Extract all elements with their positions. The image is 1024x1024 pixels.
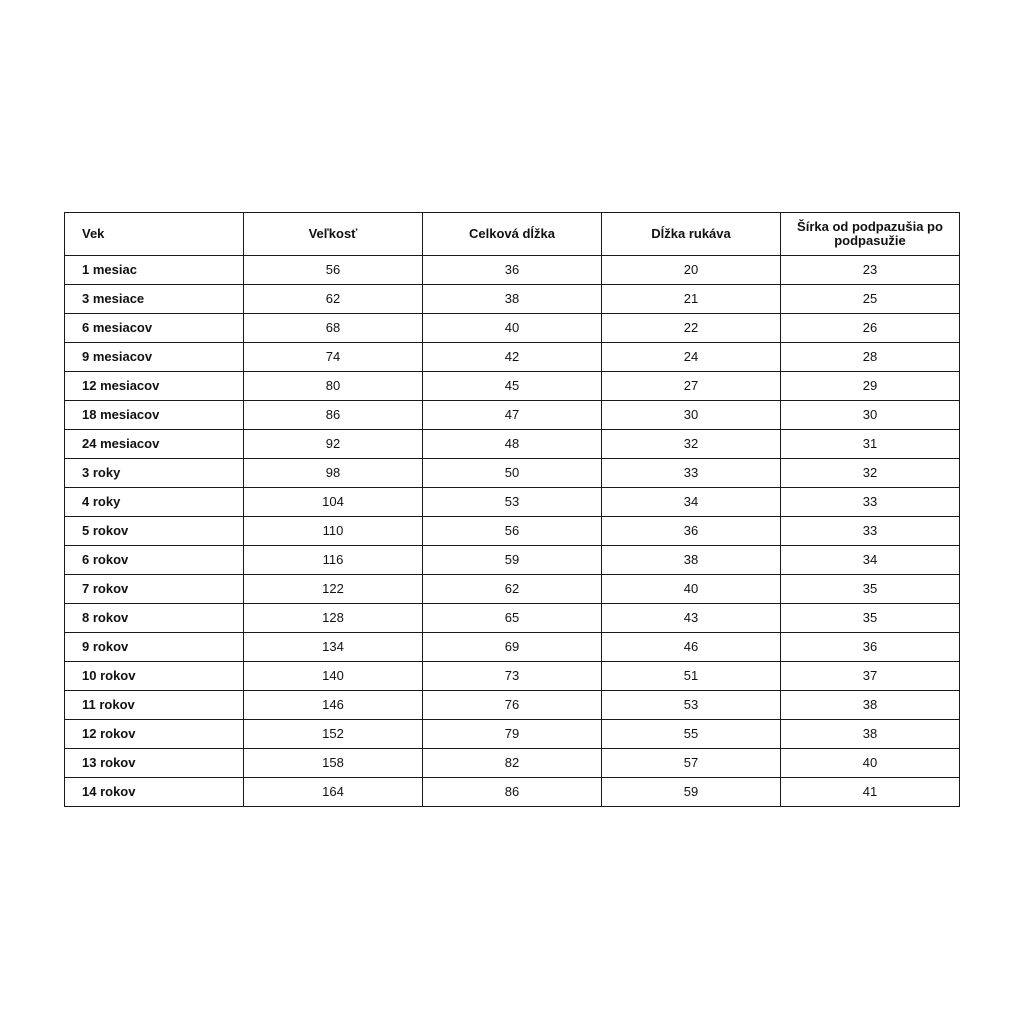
age-cell: 4 roky xyxy=(65,488,244,517)
size-cell: 80 xyxy=(244,372,423,401)
total-length-cell: 59 xyxy=(423,546,602,575)
chest-width-cell: 41 xyxy=(781,778,960,807)
table-row xyxy=(65,720,960,749)
sleeve-length-cell: 36 xyxy=(602,517,781,546)
sleeve-length-cell: 46 xyxy=(602,633,781,662)
total-length-cell: 47 xyxy=(423,401,602,430)
chest-width-cell: 29 xyxy=(781,372,960,401)
chest-width-cell: 25 xyxy=(781,285,960,314)
header-total-length: Celková dĺžka xyxy=(423,213,602,256)
table-row xyxy=(65,604,960,633)
table-row xyxy=(65,749,960,778)
total-length-cell: 48 xyxy=(423,430,602,459)
size-cell: 158 xyxy=(244,749,423,778)
chest-width-cell: 37 xyxy=(781,662,960,691)
total-length-cell: 82 xyxy=(423,749,602,778)
age-cell: 6 mesiacov xyxy=(65,314,244,343)
size-cell: 152 xyxy=(244,720,423,749)
size-cell: 74 xyxy=(244,343,423,372)
total-length-cell: 36 xyxy=(423,256,602,285)
sleeve-length-cell: 24 xyxy=(602,343,781,372)
age-cell: 24 mesiacov xyxy=(65,430,244,459)
sleeve-length-cell: 53 xyxy=(602,691,781,720)
age-cell: 1 mesiac xyxy=(65,256,244,285)
table-row xyxy=(65,285,960,314)
header-row xyxy=(65,213,960,256)
chest-width-cell: 26 xyxy=(781,314,960,343)
total-length-cell: 38 xyxy=(423,285,602,314)
age-cell: 8 rokov xyxy=(65,604,244,633)
table-row xyxy=(65,459,960,488)
table-row xyxy=(65,343,960,372)
table-body xyxy=(65,256,960,807)
chest-width-cell: 33 xyxy=(781,517,960,546)
sleeve-length-cell: 22 xyxy=(602,314,781,343)
total-length-cell: 79 xyxy=(423,720,602,749)
sleeve-length-cell: 57 xyxy=(602,749,781,778)
table-row xyxy=(65,633,960,662)
size-cell: 110 xyxy=(244,517,423,546)
header-chest-width: Šírka od podpazušia po podpasužie xyxy=(781,213,960,256)
size-cell: 128 xyxy=(244,604,423,633)
sleeve-length-cell: 27 xyxy=(602,372,781,401)
header-sleeve-length: Dĺžka rukáva xyxy=(602,213,781,256)
table-header xyxy=(65,213,960,256)
age-cell: 9 rokov xyxy=(65,633,244,662)
total-length-cell: 73 xyxy=(423,662,602,691)
chest-width-cell: 31 xyxy=(781,430,960,459)
age-cell: 6 rokov xyxy=(65,546,244,575)
table-row xyxy=(65,430,960,459)
table-row xyxy=(65,401,960,430)
total-length-cell: 45 xyxy=(423,372,602,401)
total-length-cell: 65 xyxy=(423,604,602,633)
table-row xyxy=(65,256,960,285)
size-cell: 98 xyxy=(244,459,423,488)
table-row xyxy=(65,546,960,575)
total-length-cell: 56 xyxy=(423,517,602,546)
sleeve-length-cell: 38 xyxy=(602,546,781,575)
table-row xyxy=(65,575,960,604)
chest-width-cell: 35 xyxy=(781,604,960,633)
sleeve-length-cell: 43 xyxy=(602,604,781,633)
age-cell: 3 mesiace xyxy=(65,285,244,314)
size-cell: 86 xyxy=(244,401,423,430)
sleeve-length-cell: 33 xyxy=(602,459,781,488)
total-length-cell: 53 xyxy=(423,488,602,517)
age-cell: 7 rokov xyxy=(65,575,244,604)
total-length-cell: 42 xyxy=(423,343,602,372)
chest-width-cell: 36 xyxy=(781,633,960,662)
sleeve-length-cell: 40 xyxy=(602,575,781,604)
size-cell: 68 xyxy=(244,314,423,343)
size-chart-table xyxy=(64,212,960,807)
sleeve-length-cell: 55 xyxy=(602,720,781,749)
size-cell: 164 xyxy=(244,778,423,807)
size-cell: 62 xyxy=(244,285,423,314)
total-length-cell: 62 xyxy=(423,575,602,604)
chest-width-cell: 23 xyxy=(781,256,960,285)
chest-width-cell: 38 xyxy=(781,720,960,749)
header-size: Veľkosť xyxy=(244,213,423,256)
table-row xyxy=(65,691,960,720)
size-cell: 146 xyxy=(244,691,423,720)
age-cell: 18 mesiacov xyxy=(65,401,244,430)
age-cell: 14 rokov xyxy=(65,778,244,807)
chest-width-cell: 38 xyxy=(781,691,960,720)
age-cell: 3 roky xyxy=(65,459,244,488)
age-cell: 5 rokov xyxy=(65,517,244,546)
total-length-cell: 69 xyxy=(423,633,602,662)
sleeve-length-cell: 34 xyxy=(602,488,781,517)
age-cell: 11 rokov xyxy=(65,691,244,720)
sleeve-length-cell: 30 xyxy=(602,401,781,430)
age-cell: 13 rokov xyxy=(65,749,244,778)
sleeve-length-cell: 20 xyxy=(602,256,781,285)
size-cell: 104 xyxy=(244,488,423,517)
size-cell: 116 xyxy=(244,546,423,575)
size-cell: 122 xyxy=(244,575,423,604)
sleeve-length-cell: 51 xyxy=(602,662,781,691)
chest-width-cell: 40 xyxy=(781,749,960,778)
table-row xyxy=(65,778,960,807)
size-cell: 140 xyxy=(244,662,423,691)
sleeve-length-cell: 21 xyxy=(602,285,781,314)
total-length-cell: 40 xyxy=(423,314,602,343)
table-row xyxy=(65,662,960,691)
sleeve-length-cell: 32 xyxy=(602,430,781,459)
chest-width-cell: 32 xyxy=(781,459,960,488)
size-cell: 92 xyxy=(244,430,423,459)
age-cell: 10 rokov xyxy=(65,662,244,691)
header-age: Vek xyxy=(65,213,244,256)
table-row xyxy=(65,517,960,546)
table-row xyxy=(65,488,960,517)
total-length-cell: 50 xyxy=(423,459,602,488)
table-row xyxy=(65,372,960,401)
table-row xyxy=(65,314,960,343)
sleeve-length-cell: 59 xyxy=(602,778,781,807)
total-length-cell: 86 xyxy=(423,778,602,807)
age-cell: 12 mesiacov xyxy=(65,372,244,401)
age-cell: 12 rokov xyxy=(65,720,244,749)
total-length-cell: 76 xyxy=(423,691,602,720)
chest-width-cell: 35 xyxy=(781,575,960,604)
chest-width-cell: 33 xyxy=(781,488,960,517)
chest-width-cell: 30 xyxy=(781,401,960,430)
size-cell: 56 xyxy=(244,256,423,285)
chest-width-cell: 28 xyxy=(781,343,960,372)
size-cell: 134 xyxy=(244,633,423,662)
age-cell: 9 mesiacov xyxy=(65,343,244,372)
chest-width-cell: 34 xyxy=(781,546,960,575)
